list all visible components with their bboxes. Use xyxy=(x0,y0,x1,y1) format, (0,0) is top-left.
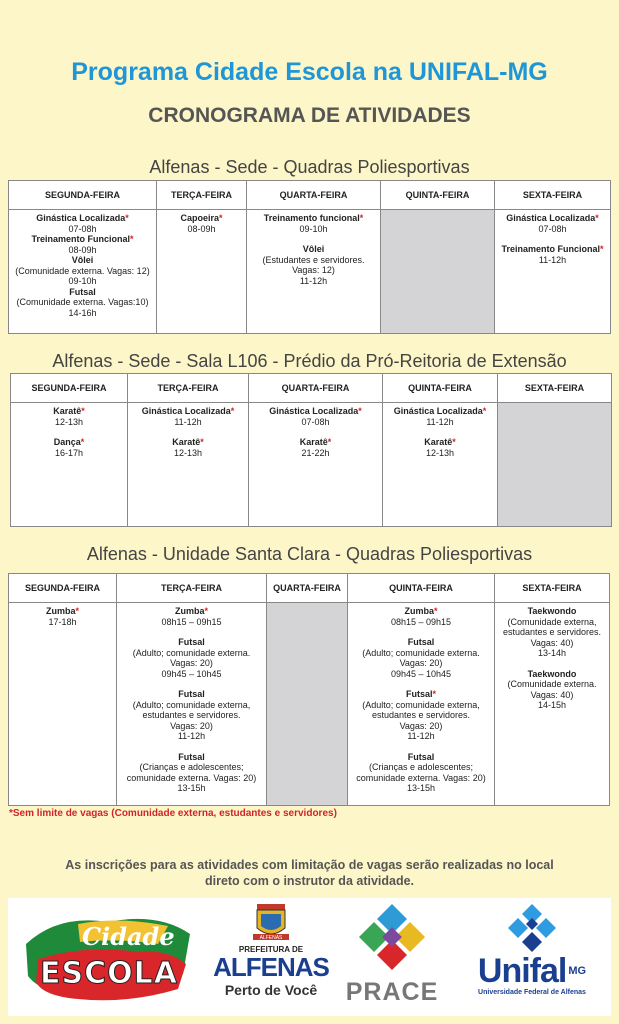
page-title: Programa Cidade Escola na UNIFAL-MG xyxy=(71,58,548,86)
activity-detail: 08-09h xyxy=(68,244,97,255)
day-cell xyxy=(9,210,157,334)
activity-detail: 11-12h xyxy=(407,731,435,741)
day-cell xyxy=(495,603,610,806)
spacer xyxy=(495,234,610,244)
activity-label: Ginástica Localizada xyxy=(506,213,596,223)
unlimited-star: * xyxy=(75,606,80,616)
schedule-table-quadras-sede xyxy=(8,180,611,334)
activity-detail: Vagas: 20) xyxy=(399,720,443,731)
day-cell xyxy=(381,210,495,334)
spacer xyxy=(247,234,380,244)
activity-detail: 13-15h xyxy=(177,783,206,793)
activity-label: Treinamento Funcional xyxy=(31,234,130,244)
activity-name xyxy=(495,669,609,680)
activity-name xyxy=(249,406,382,417)
unlimited-star: * xyxy=(200,437,204,447)
spacer xyxy=(117,627,266,637)
activity-name xyxy=(9,606,116,617)
activity-name xyxy=(495,213,610,224)
unifal-tagline: Universidade Federal de Alfenas xyxy=(478,989,586,996)
activity-name xyxy=(9,287,156,298)
activity-label: Zumba xyxy=(174,606,205,616)
activity-name xyxy=(383,437,497,448)
alfenas-name: ALFENAS xyxy=(213,952,329,982)
unlimited-star: * xyxy=(130,234,134,244)
activity-label: Capoeira xyxy=(180,213,219,223)
day-header: SEGUNDA-FEIRA xyxy=(9,181,157,210)
activity-detail: 11-12h xyxy=(299,275,328,286)
activity-label: Vôlei xyxy=(71,255,94,265)
activity-name xyxy=(117,689,266,700)
activity-detail: 13-15h xyxy=(406,783,436,793)
activity-detail: comunidade externa. Vagas: 20) xyxy=(126,772,257,783)
activity-detail: 07-08h xyxy=(538,223,567,234)
activity-detail: 21-22h xyxy=(301,447,330,458)
unlimited-star: * xyxy=(230,406,235,416)
unlimited-star: * xyxy=(80,437,85,447)
activity-detail: 07-08h xyxy=(68,223,97,234)
registration-notice xyxy=(0,857,619,889)
activity-detail: 09h45 – 10h45 xyxy=(390,668,452,679)
activity-detail: 08-09h xyxy=(187,223,216,234)
unlimited-star: * xyxy=(452,437,456,447)
activity-detail: 14-15h xyxy=(537,700,567,710)
activity-label: Ginástica Localizada xyxy=(36,213,126,223)
activity-label: Treinamento Funcional xyxy=(501,244,600,254)
activity-name xyxy=(348,689,494,700)
activity-detail: (Adulto; comunidade externa, xyxy=(132,699,251,710)
activity-detail: (Crianças e adolescentes; xyxy=(368,762,474,772)
activity-name xyxy=(117,606,266,617)
prace-name: PRACE xyxy=(345,978,439,1006)
activity-detail: estudantes e servidores. xyxy=(371,710,471,720)
unlimited-star: * xyxy=(327,437,332,447)
activity-detail: (Comunidade externa. Vagas:10) xyxy=(16,297,149,307)
unlimited-star: * xyxy=(125,213,129,223)
activity-name xyxy=(9,255,156,266)
activity-label: Futsal xyxy=(178,637,205,647)
spacer xyxy=(348,627,494,637)
spacer xyxy=(495,659,609,669)
activity-name xyxy=(247,244,380,255)
day-cell xyxy=(348,603,495,806)
activity-name xyxy=(348,752,494,763)
spacer xyxy=(117,742,266,752)
activity-name xyxy=(117,752,266,763)
unifal-wordmark xyxy=(458,954,606,988)
activity-detail: 09-10h xyxy=(68,276,97,286)
day-header: TERÇA-FEIRA xyxy=(117,574,267,603)
section-title-3: Alfenas - Unidade Santa Clara - Quadras Poliesportivas xyxy=(86,544,533,564)
activity-name xyxy=(11,406,127,417)
schedule-table-sala-l106 xyxy=(10,373,612,527)
activity-detail: Vagas: 12) xyxy=(292,265,335,275)
header-row xyxy=(11,374,612,403)
unifal-name: Unifal xyxy=(477,952,567,990)
activity-label: Karatê xyxy=(424,437,453,447)
day-header: QUINTA-FEIRA xyxy=(383,374,498,403)
unlimited-star: * xyxy=(434,606,438,616)
notice-line-2: direto com o instrutor da atividade. xyxy=(204,874,415,888)
day-header: QUINTA-FEIRA xyxy=(381,181,495,210)
unifal-emblem-icon xyxy=(504,902,560,954)
activity-detail: 13-14h xyxy=(537,648,567,658)
activity-detail: (Adulto; comunidade externa, xyxy=(362,699,480,710)
activity-label: Dança xyxy=(53,437,81,447)
day-header: SEXTA-FEIRA xyxy=(498,374,612,403)
activity-detail: 11-12h xyxy=(174,416,202,427)
section-title-2: Alfenas - Sede - Sala L106 - Prédio da Pró-Reitoria de Extensão xyxy=(52,351,567,371)
alfenas-tagline: Perto de Você xyxy=(224,982,318,998)
day-header: QUARTA-FEIRA xyxy=(249,374,383,403)
schedule-row xyxy=(9,603,610,806)
activity-label: Taekwondo xyxy=(527,606,577,616)
day-header: QUARTA-FEIRA xyxy=(247,181,381,210)
day-header: SEGUNDA-FEIRA xyxy=(9,574,117,603)
activity-label: Treinamento funcional xyxy=(263,213,360,223)
alfenas-prefix: PREFEITURA DE xyxy=(238,945,304,954)
day-cell xyxy=(11,403,128,527)
cidade-escola-line1: Cidade xyxy=(82,922,175,951)
activity-label: Ginástica Localizada xyxy=(141,406,231,416)
spacer xyxy=(11,427,127,437)
spacer xyxy=(249,427,382,437)
activity-detail: 12-13h xyxy=(425,447,455,458)
activity-label: Karatê xyxy=(172,437,201,447)
schedule-table-santa-clara xyxy=(8,573,610,806)
cidade-escola-top: Programa xyxy=(58,910,104,920)
day-cell xyxy=(498,403,612,527)
activity-detail: 11-12h xyxy=(538,254,567,265)
activity-name xyxy=(383,406,497,417)
unlimited-star: * xyxy=(358,406,362,416)
day-header: TERÇA-FEIRA xyxy=(128,374,249,403)
prefeitura-alfenas-logo xyxy=(212,902,330,1012)
activity-name xyxy=(247,213,380,224)
unlimited-star: * xyxy=(432,689,437,699)
activity-detail: Vagas: 40) xyxy=(530,689,574,700)
activity-detail: 12-13h xyxy=(54,416,84,427)
schedule-row xyxy=(11,403,612,527)
activity-name xyxy=(249,437,382,448)
activity-name xyxy=(128,406,248,417)
activity-label: Karatê xyxy=(299,437,328,447)
day-cell xyxy=(128,403,249,527)
day-header: QUINTA-FEIRA xyxy=(348,574,495,603)
activity-name xyxy=(157,213,246,224)
header-row xyxy=(9,181,611,210)
activity-detail: 17-18h xyxy=(48,616,77,627)
activity-detail: 11-12h xyxy=(177,731,206,741)
unlimited-star: * xyxy=(595,213,599,223)
unifal-suffix: MG xyxy=(568,965,587,977)
spacer xyxy=(117,679,266,689)
unlimited-star: * xyxy=(359,213,364,223)
activity-detail: (Comunidade externa. Vagas: 12) xyxy=(15,265,150,276)
activity-name xyxy=(348,637,494,648)
unlimited-star: * xyxy=(482,406,487,416)
activity-label: Ginástica Localizada xyxy=(393,406,483,416)
activity-name xyxy=(117,637,266,648)
day-cell xyxy=(383,403,498,527)
day-cell xyxy=(267,603,348,806)
activity-label: Karatê xyxy=(53,406,82,416)
activity-label: Vôlei xyxy=(302,244,325,254)
activity-detail: Vagas: 20) xyxy=(399,658,443,668)
schedule-row xyxy=(9,210,611,334)
spacer xyxy=(348,742,494,752)
activity-label: Futsal xyxy=(69,286,96,297)
activity-name xyxy=(128,437,248,448)
activity-label: Futsal xyxy=(178,751,205,762)
unifal-logo xyxy=(458,902,606,1012)
footnote: *Sem limite de vagas (Comunidade externa, estudantes e servidores) xyxy=(9,808,337,819)
activity-label: Futsal xyxy=(178,689,205,699)
day-header: TERÇA-FEIRA xyxy=(157,181,247,210)
activity-detail: 14-16h xyxy=(68,307,97,318)
unlimited-star: * xyxy=(219,213,223,223)
activity-detail: (Crianças e adolescentes; xyxy=(139,762,244,772)
day-cell xyxy=(249,403,383,527)
activity-name xyxy=(348,606,494,617)
activity-detail: (Adulto; comunidade externa. xyxy=(132,647,251,658)
activity-detail: Vagas: 40) xyxy=(530,637,574,648)
activity-detail: Vagas: 20) xyxy=(170,720,213,731)
activity-detail: (Comunidade externa, xyxy=(507,616,597,627)
cidade-escola-line2: ESCOLA xyxy=(40,956,178,991)
day-header: QUARTA-FEIRA xyxy=(267,574,348,603)
activity-name xyxy=(11,437,127,448)
unlimited-star: * xyxy=(600,244,604,254)
day-header: SEGUNDA-FEIRA xyxy=(11,374,128,403)
prace-logo xyxy=(344,902,440,1012)
activity-name xyxy=(9,213,156,224)
day-cell xyxy=(9,603,117,806)
spacer xyxy=(348,679,494,689)
activity-detail: (Adulto; comunidade externa. xyxy=(362,647,480,658)
activity-label: Taekwondo xyxy=(527,668,577,679)
activity-label: Ginástica Localizada xyxy=(269,406,359,416)
activity-detail: (Comunidade externa. xyxy=(507,679,597,689)
day-cell xyxy=(157,210,247,334)
activity-name xyxy=(495,244,610,255)
unlimited-star: * xyxy=(81,406,85,416)
activity-label: Futsal xyxy=(407,751,435,762)
day-cell xyxy=(247,210,381,334)
cidade-escola-logo xyxy=(18,904,198,1008)
activity-label: Futsal xyxy=(407,637,435,647)
spacer xyxy=(383,427,497,437)
day-cell xyxy=(495,210,611,334)
activity-detail: 12-13h xyxy=(173,447,203,458)
activity-detail: 11-12h xyxy=(426,416,454,427)
activity-detail: Vagas: 20) xyxy=(170,658,213,668)
activity-label: Zumba xyxy=(45,606,76,616)
section-title-1: Alfenas - Sede - Quadras Poliesportivas xyxy=(149,157,470,177)
activity-name xyxy=(9,234,156,245)
activity-detail: (Estudantes e servidores. xyxy=(262,254,365,265)
spacer xyxy=(128,427,248,437)
activity-detail: comunidade externa. Vagas: 20) xyxy=(356,772,486,783)
activity-name xyxy=(495,606,609,617)
activity-label: Zumba xyxy=(404,606,434,616)
alfenas-seal-text: ALFENAS xyxy=(259,935,283,941)
logos-strip xyxy=(8,898,611,1016)
activity-detail: 16-17h xyxy=(54,447,84,458)
day-header: SEXTA-FEIRA xyxy=(495,181,611,210)
activity-detail: 08h15 – 09h15 xyxy=(161,616,222,627)
page-subtitle: CRONOGRAMA DE ATIVIDADES xyxy=(148,104,471,127)
day-cell xyxy=(117,603,267,806)
header-row xyxy=(9,574,610,603)
activity-detail: 08h15 – 09h15 xyxy=(390,616,452,627)
activity-detail: 09h45 – 10h45 xyxy=(161,668,222,679)
activity-detail: estudantes e servidores. xyxy=(142,710,241,720)
activity-detail: 09-10h xyxy=(299,223,328,234)
activity-detail: 07-08h xyxy=(301,416,330,427)
day-header: SEXTA-FEIRA xyxy=(495,574,610,603)
prace-diamond-icon xyxy=(357,902,427,972)
activity-detail: estudantes e servidores. xyxy=(502,627,602,637)
activity-label: Futsal xyxy=(405,689,433,699)
unlimited-star: * xyxy=(204,606,209,616)
notice-line-1: As inscrições para as atividades com limitação de vagas serão realizadas no local xyxy=(65,858,554,872)
